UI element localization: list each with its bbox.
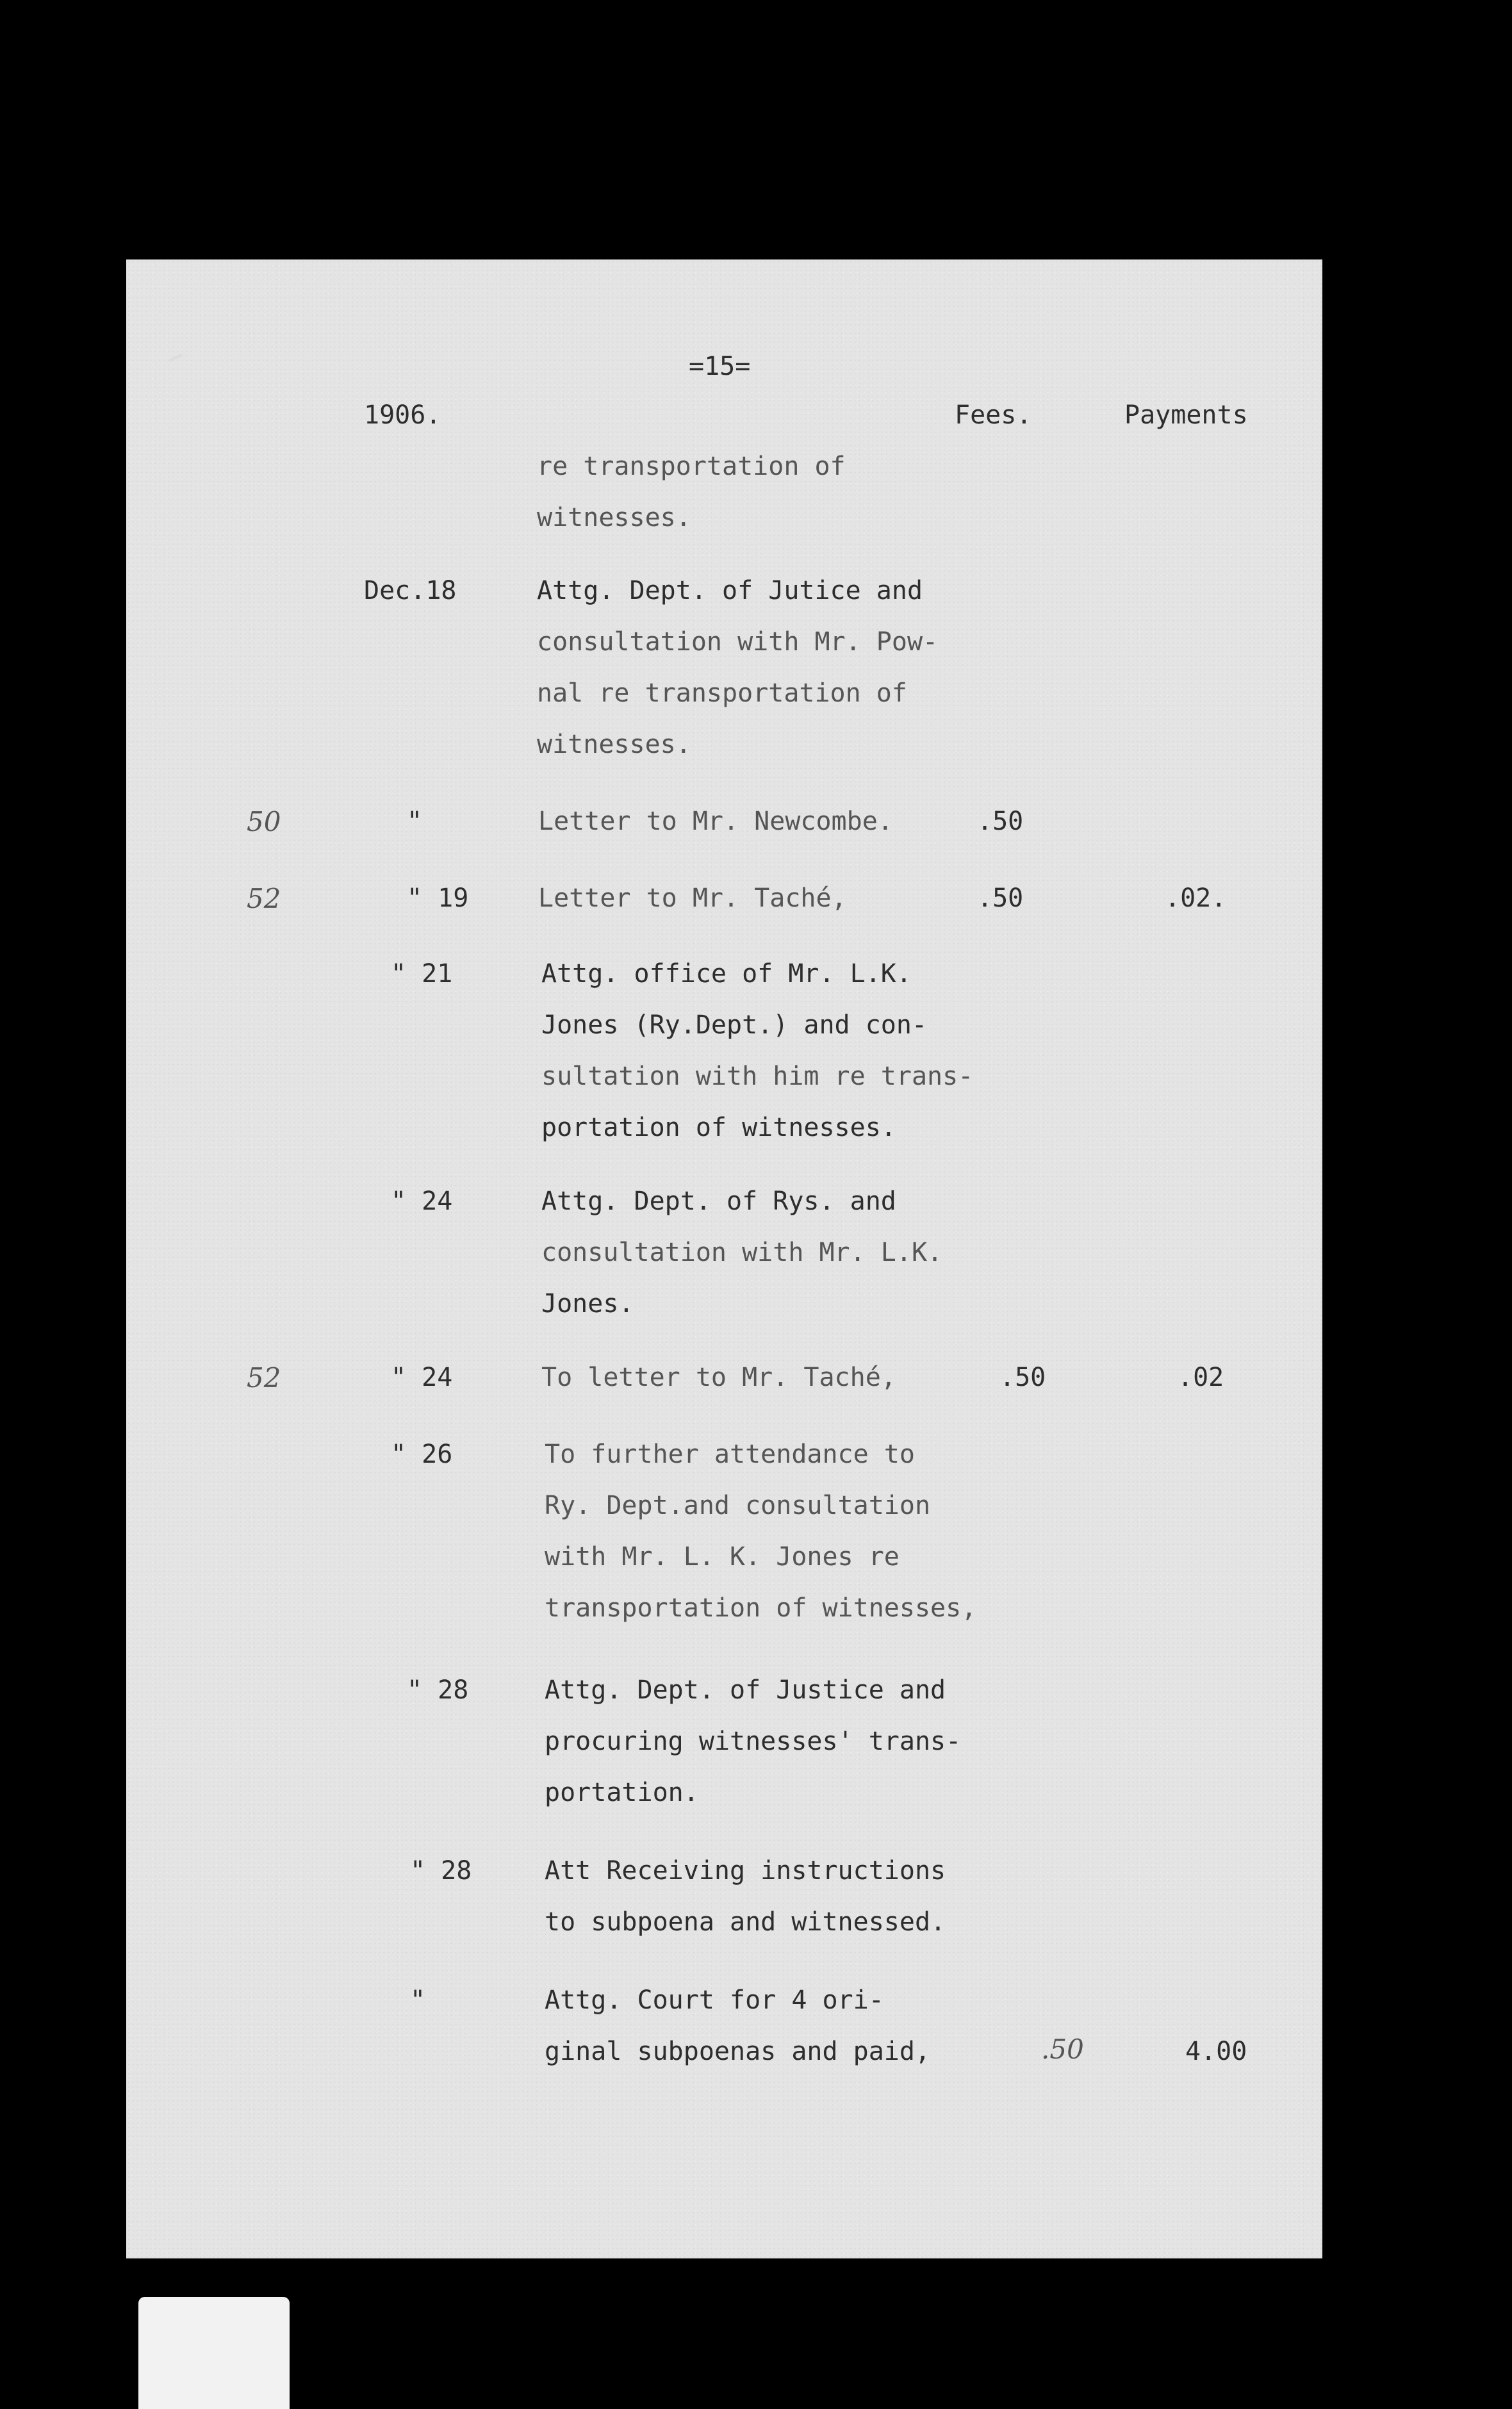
fee-amount: .50 bbox=[977, 884, 1024, 913]
fee-amount: .50 bbox=[977, 807, 1024, 836]
entry-date: Dec.18 bbox=[364, 576, 457, 605]
fees-heading: Fees. bbox=[955, 400, 1032, 430]
entry-line: re transportation of bbox=[537, 452, 846, 481]
entry-line: portation. bbox=[545, 1778, 699, 1807]
entry-date: " 24 bbox=[391, 1187, 453, 1216]
entry-date: " 21 bbox=[391, 959, 453, 989]
margin-note: 52 bbox=[247, 883, 281, 914]
entry-line: Attg. Dept. of Jutice and bbox=[537, 576, 923, 605]
margin-note: 50 bbox=[247, 806, 281, 837]
entry-line: Att Receiving instructions bbox=[545, 1856, 946, 1886]
entry-line: portation of witnesses. bbox=[541, 1113, 896, 1142]
margin-note: 52 bbox=[247, 1362, 281, 1394]
entry-line: Letter to Mr. Taché, bbox=[538, 884, 847, 913]
entry-date: " bbox=[410, 1986, 426, 2015]
page-number: =15= bbox=[689, 352, 751, 381]
payments-heading: Payments bbox=[1124, 400, 1248, 430]
payment-amount: .02. bbox=[1165, 884, 1227, 913]
entry-date: " 24 bbox=[391, 1363, 453, 1392]
entry-date: " bbox=[407, 807, 423, 836]
entry-date: " 28 bbox=[410, 1856, 472, 1886]
entry-line: nal re transportation of bbox=[537, 678, 907, 708]
entry-line: Letter to Mr. Newcombe. bbox=[538, 807, 893, 836]
entry-date: " 26 bbox=[391, 1440, 453, 1469]
entry-line: consultation with Mr. Pow- bbox=[537, 627, 939, 657]
entry-line: To letter to Mr. Taché, bbox=[541, 1363, 896, 1392]
payment-amount: 4.00 bbox=[1185, 2037, 1247, 2066]
entry-line: Attg. Dept. of Rys. and bbox=[541, 1187, 896, 1216]
entry-line: Ry. Dept.and consultation bbox=[545, 1491, 931, 1520]
entry-line: Jones. bbox=[541, 1289, 634, 1319]
entry-line: procuring witnesses' trans- bbox=[545, 1727, 962, 1756]
payment-amount: .02 bbox=[1178, 1363, 1224, 1392]
entry-line: with Mr. L. K. Jones re bbox=[545, 1542, 900, 1572]
entry-line: sultation with him re trans- bbox=[541, 1062, 974, 1091]
entry-line: to subpoena and witnessed. bbox=[545, 1907, 946, 1937]
scan-tab bbox=[138, 2297, 290, 2409]
entry-line: ginal subpoenas and paid, bbox=[545, 2037, 931, 2066]
entry-line: To further attendance to bbox=[545, 1440, 915, 1469]
entry-line: Attg. Dept. of Justice and bbox=[545, 1675, 946, 1705]
entry-line: Attg. office of Mr. L.K. bbox=[541, 959, 912, 989]
entry-line: consultation with Mr. L.K. bbox=[541, 1238, 943, 1267]
entry-date: " 28 bbox=[407, 1675, 469, 1705]
entry-line: Jones (Ry.Dept.) and con- bbox=[541, 1010, 928, 1040]
fee-amount: .50 bbox=[999, 1363, 1046, 1392]
entry-line: Attg. Court for 4 ori- bbox=[545, 1986, 884, 2015]
entry-line: witnesses. bbox=[537, 730, 691, 759]
fee-amount: .50 bbox=[1041, 2034, 1084, 2065]
year-heading: 1906. bbox=[364, 400, 441, 430]
entry-date: " 19 bbox=[407, 884, 469, 913]
entry-line: transportation of witnesses, bbox=[545, 1593, 977, 1623]
entry-line: witnesses. bbox=[537, 503, 691, 532]
